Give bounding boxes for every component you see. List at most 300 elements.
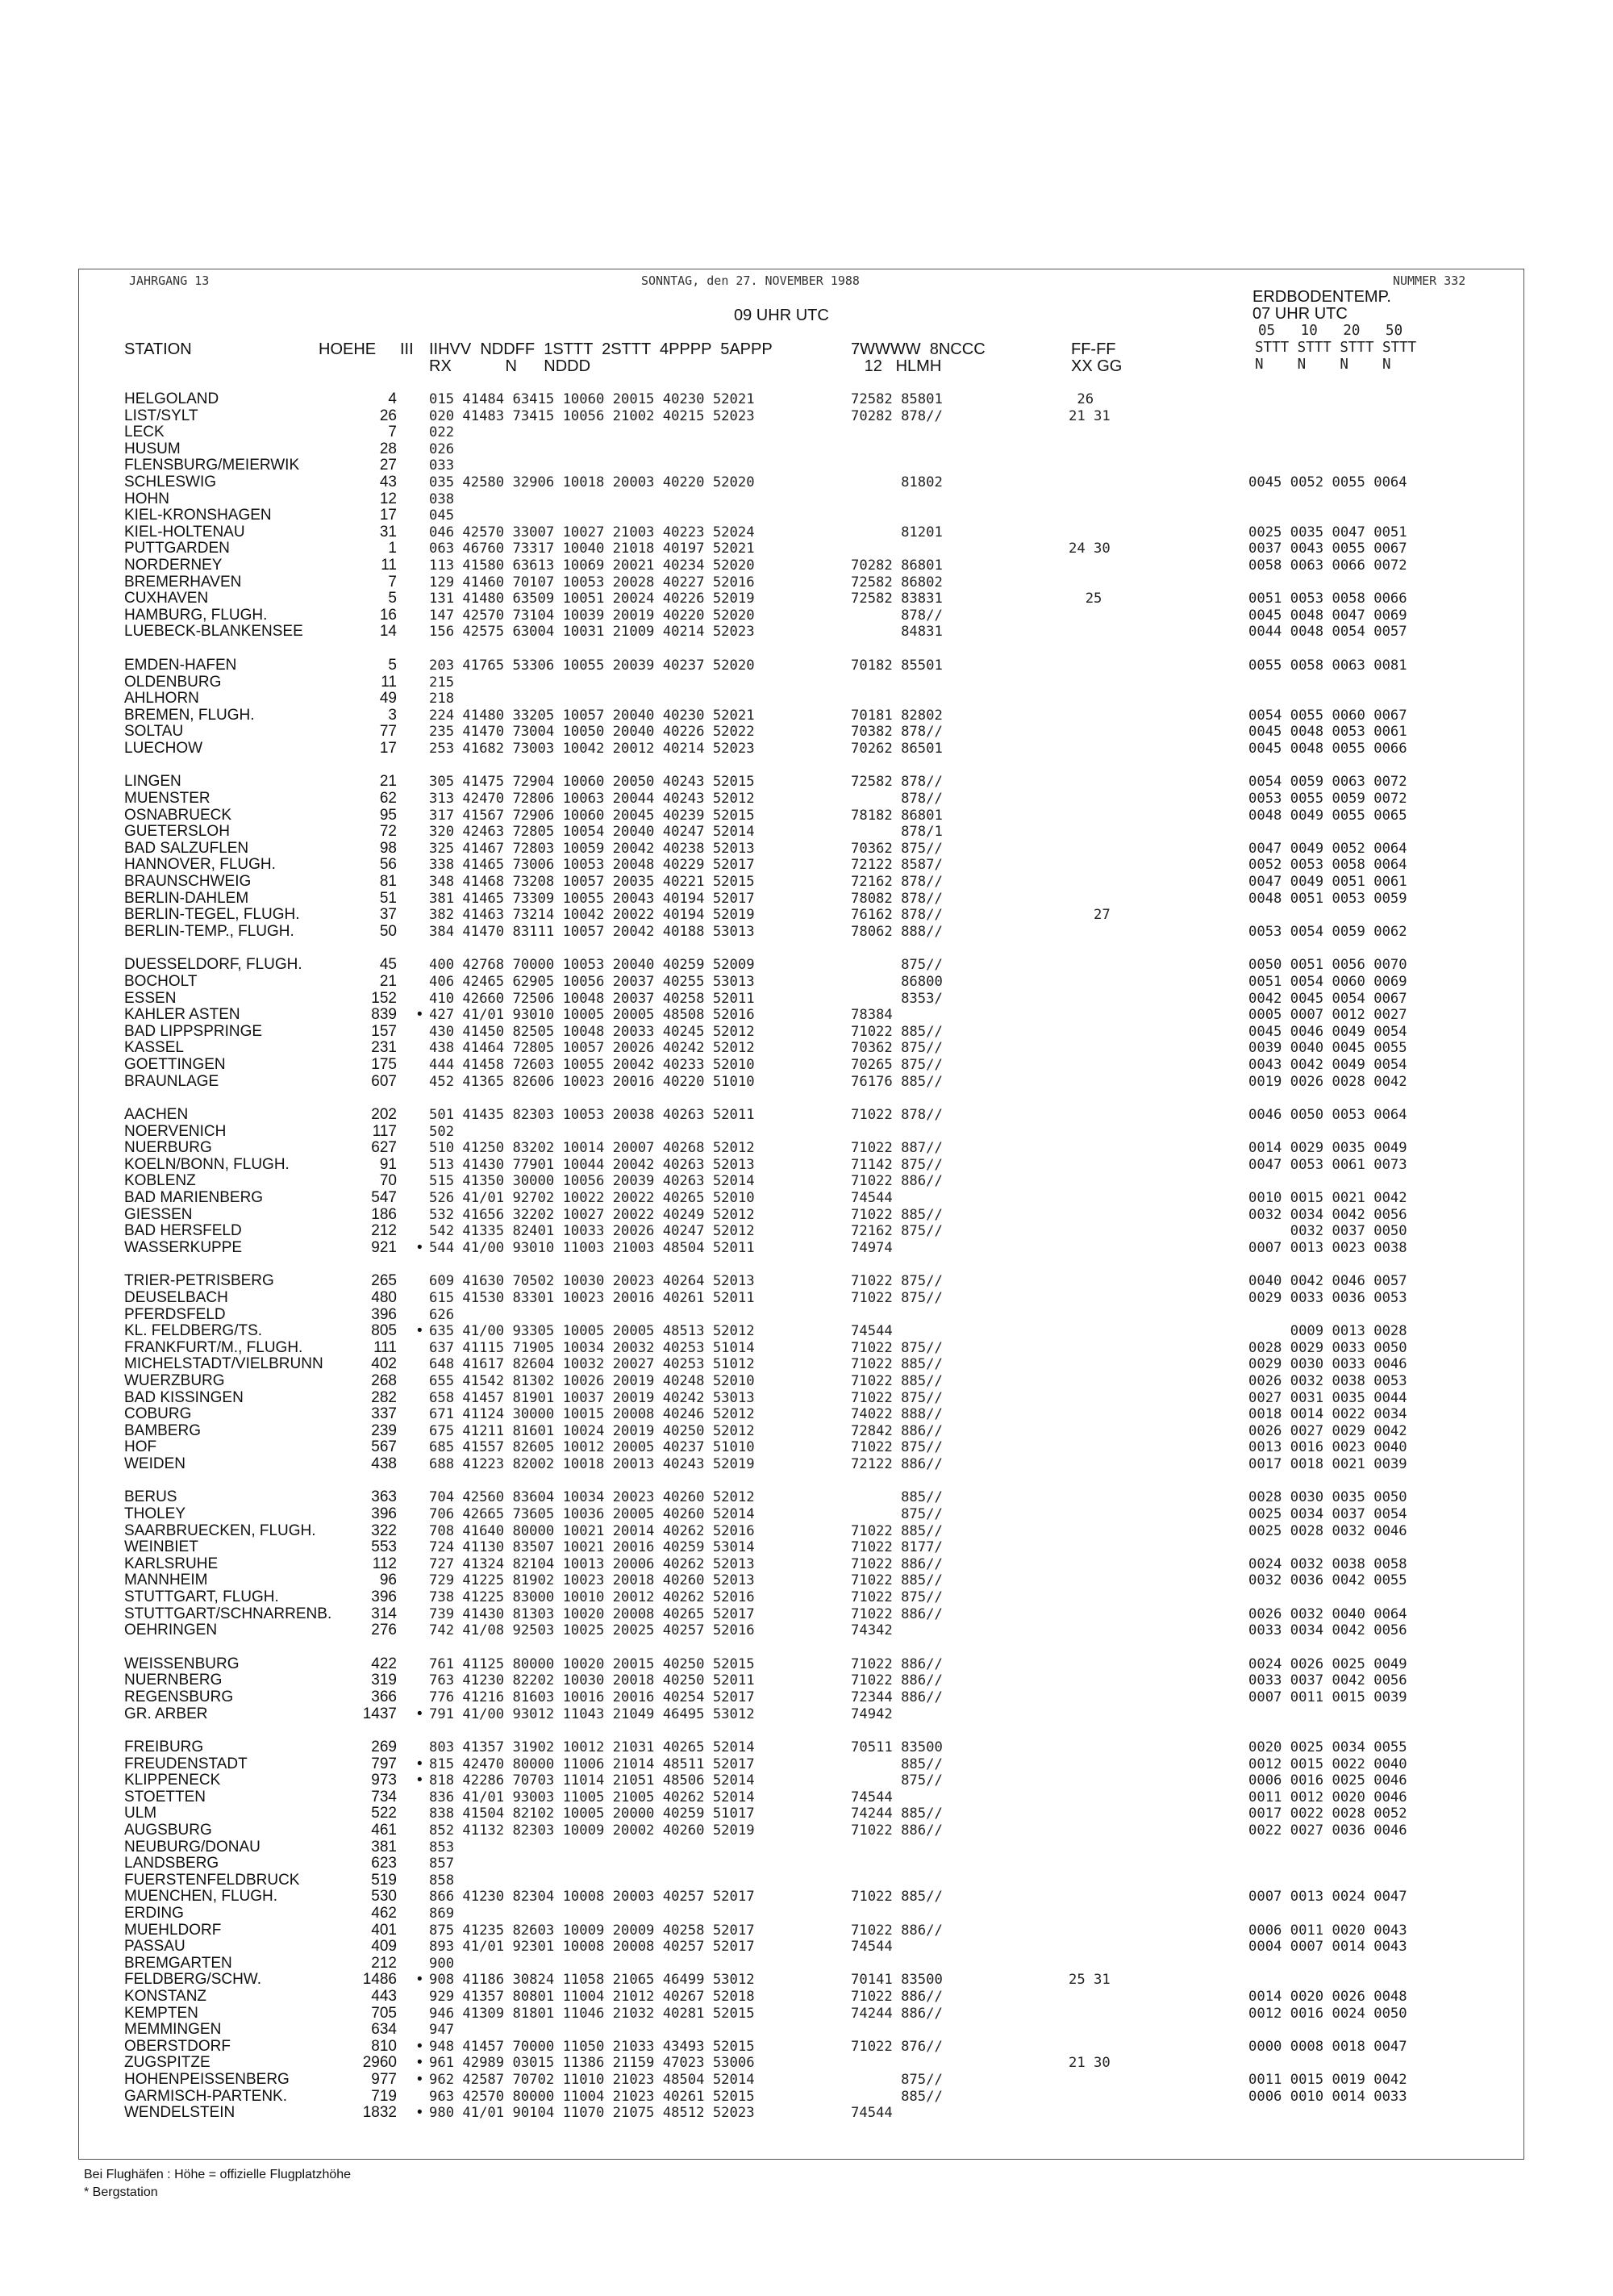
- synop-codes: 022: [429, 424, 455, 441]
- synop-codes: 015 41484 63415 10060 20015 40230 52021: [429, 391, 755, 407]
- station-name: SOLTAU: [124, 723, 184, 741]
- synop-codes: 685 41557 82605 10012 20005 40237 51010: [429, 1439, 755, 1456]
- soil-temps: 0028 0030 0035 0050: [1248, 1489, 1407, 1506]
- soil-temps: 0006 0016 0025 0046: [1248, 1772, 1407, 1789]
- soil-temp-title: ERDBODENTEMP.: [1252, 288, 1391, 306]
- soil-temps: 0045 0048 0053 0061: [1248, 724, 1407, 741]
- station-height: 363: [371, 1488, 397, 1506]
- weather-codes: 71022 8177/: [851, 1539, 943, 1556]
- mountain-station-marker: •: [417, 2104, 423, 2122]
- synop-codes: 382 41463 73214 10042 20022 40194 52019: [429, 907, 755, 924]
- station-name: LIST/SYLT: [124, 407, 198, 424]
- station-height: 734: [371, 1788, 397, 1805]
- station-height: 265: [371, 1272, 397, 1290]
- soil-temps: 0048 0049 0055 0065: [1248, 807, 1407, 824]
- synop-codes: 962 42587 70702 11010 21023 48504 52014: [429, 2072, 755, 2088]
- synop-codes: 706 42665 73605 10036 20005 40260 52014: [429, 1506, 755, 1522]
- synop-codes: 305 41475 72904 10060 20050 40243 52015: [429, 774, 755, 791]
- synop-codes: 338 41465 73006 10053 20048 40229 52017: [429, 857, 755, 874]
- soil-temps: 0047 0049 0051 0061: [1248, 874, 1407, 890]
- weather-codes: 74022 888//: [851, 1406, 943, 1423]
- station-height: 567: [371, 1438, 397, 1456]
- soil-temps: 0039 0040 0045 0055: [1248, 1040, 1407, 1057]
- soil-temp-depths: 05 10 20 50: [1258, 323, 1403, 339]
- synop-codes: 704 42560 83604 10034 20023 40260 52012: [429, 1489, 755, 1506]
- col-weather-sub: 12 HLMH: [851, 357, 942, 375]
- station-height: 212: [371, 1222, 397, 1240]
- soil-temps: 0026 0032 0040 0064: [1248, 1605, 1407, 1622]
- station-height: 973: [371, 1772, 397, 1789]
- station-height: 37: [379, 906, 397, 924]
- station-name: LUECHOW: [124, 739, 203, 757]
- station-name: MEMMINGEN: [124, 2021, 222, 2039]
- station-height: 3: [388, 706, 397, 724]
- station-height: 461: [371, 1822, 397, 1839]
- weather-codes: 78182 86801: [851, 807, 943, 824]
- col-codes: IIHVV NDDFF 1STTT 2STTT 4PPPP 5APPP: [429, 340, 773, 358]
- weather-codes: 885//: [851, 2088, 943, 2105]
- weather-codes: 71022 875//: [851, 1273, 943, 1290]
- col-wind-sub: XX GG: [1071, 357, 1123, 375]
- synop-codes: 045: [429, 507, 455, 524]
- weather-codes: 78082 878//: [851, 890, 943, 907]
- soil-temps: 0011 0012 0020 0046: [1248, 1789, 1407, 1805]
- mountain-station-marker: •: [417, 1971, 423, 1989]
- col-codes-sub: RX N NDDD: [429, 357, 591, 375]
- synop-codes: 852 41132 82303 10009 20002 40260 52019: [429, 1822, 755, 1839]
- station-height: 62: [379, 790, 397, 807]
- synop-codes: 836 41/01 93003 11005 21005 40262 52014: [429, 1789, 755, 1805]
- synop-codes: 526 41/01 92702 10022 20022 40265 52010: [429, 1190, 755, 1206]
- synop-codes: 866 41230 82304 10008 20003 40257 52017: [429, 1889, 755, 1906]
- soil-temps: 0025 0035 0047 0051: [1248, 524, 1407, 541]
- soil-temps: 0028 0029 0033 0050: [1248, 1339, 1407, 1356]
- synop-codes: 858: [429, 1872, 455, 1889]
- station-height: 4: [388, 390, 397, 407]
- station-height: 111: [373, 1338, 397, 1356]
- soil-temps: 0044 0048 0054 0057: [1248, 624, 1407, 641]
- station-height: 396: [371, 1305, 397, 1323]
- station-height: 422: [371, 1655, 397, 1672]
- weather-codes: 71022 875//: [851, 1439, 943, 1456]
- station-height: 21: [379, 972, 397, 990]
- weather-codes: 71142 875//: [851, 1156, 943, 1173]
- synop-codes: 658 41457 81901 10037 20019 40242 53013: [429, 1389, 755, 1406]
- weather-codes: 71022 875//: [851, 1339, 943, 1356]
- col-hoehe: HOEHE: [319, 340, 377, 358]
- station-height: 977: [371, 2071, 397, 2088]
- soil-temps: 0026 0027 0029 0042: [1248, 1422, 1407, 1439]
- station-height: 337: [371, 1405, 397, 1423]
- station-height: 7: [388, 424, 397, 441]
- station-height: 634: [371, 2021, 397, 2039]
- synop-codes: 542 41335 82401 10033 20026 40247 52012: [429, 1223, 755, 1240]
- station-height: 402: [371, 1355, 397, 1373]
- soil-temps: 0017 0022 0028 0052: [1248, 1805, 1407, 1822]
- station-height: 396: [371, 1588, 397, 1605]
- synop-codes: 218: [429, 691, 455, 708]
- synop-codes: 026: [429, 440, 455, 457]
- station-name: BAD HERSFELD: [124, 1222, 242, 1240]
- synop-codes: 224 41480 33205 10057 20040 40230 52021: [429, 707, 755, 724]
- synop-codes: 776 41216 81603 10016 20016 40254 52017: [429, 1689, 755, 1705]
- weather-codes: 78062 888//: [851, 923, 943, 940]
- synop-codes: 671 41124 30000 10015 20008 40246 52012: [429, 1406, 755, 1423]
- soil-temps: 0054 0059 0063 0072: [1248, 774, 1407, 791]
- station-name: ULM: [124, 1805, 157, 1822]
- wind-gust: 24 30: [1069, 541, 1111, 557]
- weather-codes: 74544: [851, 1323, 893, 1340]
- weather-codes: 70182 85501: [851, 657, 943, 674]
- station-name: KL. FELDBERG/TS.: [124, 1322, 263, 1340]
- station-height: 112: [372, 1555, 397, 1572]
- synop-codes: 147 42570 73104 10039 20019 40220 52020: [429, 607, 755, 624]
- synop-codes: 626: [429, 1306, 455, 1323]
- station-name: KONSTANZ: [124, 1988, 207, 2005]
- station-height: 17: [379, 739, 397, 757]
- station-height: 212: [371, 1954, 397, 1972]
- station-height: 11: [381, 673, 397, 691]
- soil-temps: 0024 0032 0038 0058: [1248, 1555, 1407, 1572]
- soil-temps: 0058 0063 0066 0072: [1248, 557, 1407, 574]
- synop-codes: 803 41357 31902 10012 21031 40265 52014: [429, 1739, 755, 1755]
- synop-codes: 609 41630 70502 10030 20023 40264 52013: [429, 1273, 755, 1290]
- soil-temps: 0053 0054 0059 0062: [1248, 923, 1407, 940]
- synop-codes: 325 41467 72803 10059 20042 40238 52013: [429, 840, 755, 857]
- weather-codes: 71022 878//: [851, 1107, 943, 1123]
- station-name: REGENSBURG: [124, 1688, 234, 1705]
- mountain-station-marker: •: [417, 2037, 423, 2055]
- station-height: 438: [371, 1455, 397, 1472]
- station-height: 91: [379, 1155, 397, 1173]
- soil-temps: 0040 0042 0046 0057: [1248, 1273, 1407, 1290]
- weather-codes: 70282 878//: [851, 407, 943, 424]
- station-name: BREMEN, FLUGH.: [124, 706, 255, 724]
- station-height: 51: [379, 889, 397, 907]
- synop-codes: 838 41504 82102 10005 20000 40259 51017: [429, 1805, 755, 1822]
- weather-codes: 71022 886//: [851, 1672, 943, 1689]
- synop-codes: 791 41/00 93012 11043 21049 46495 53012: [429, 1705, 755, 1722]
- synop-codes: 635 41/00 93305 10005 20005 48513 52012: [429, 1323, 755, 1340]
- weather-codes: 878/1: [851, 824, 943, 841]
- soil-temps: 0026 0032 0038 0053: [1248, 1372, 1407, 1389]
- station-height: 805: [371, 1322, 397, 1340]
- station-height: 797: [371, 1755, 397, 1772]
- soil-temps: 0046 0050 0053 0064: [1248, 1107, 1407, 1123]
- soil-temps: 0029 0033 0036 0053: [1248, 1289, 1407, 1306]
- soil-temps: 0004 0007 0014 0043: [1248, 1939, 1407, 1956]
- station-height: 810: [371, 2037, 397, 2055]
- soil-temps: 0045 0048 0047 0069: [1248, 607, 1407, 624]
- col-wind: FF-FF: [1071, 340, 1116, 358]
- weather-codes: 74544: [851, 1789, 893, 1805]
- station-name: HANNOVER, FLUGH.: [124, 856, 276, 874]
- weather-codes: 81802: [851, 474, 943, 491]
- station-height: 627: [371, 1139, 397, 1157]
- station-name: COBURG: [124, 1405, 192, 1423]
- weather-codes: 70382 878//: [851, 724, 943, 741]
- station-height: 27: [379, 457, 397, 474]
- station-name: STUTTGART/SCHNARRENB.: [124, 1605, 332, 1622]
- station-name: HOHENPEISSENBERG: [124, 2071, 290, 2088]
- synop-codes: 544 41/00 93010 11003 21003 48504 52011: [429, 1239, 755, 1256]
- mountain-station-marker: •: [417, 1322, 423, 1340]
- mountain-station-marker: •: [417, 1705, 423, 1722]
- station-name: KIEL-HOLTENAU: [124, 523, 245, 541]
- weather-codes: 71022 886//: [851, 1555, 943, 1572]
- station-height: 480: [371, 1288, 397, 1306]
- weather-codes: 74942: [851, 1705, 893, 1722]
- soil-temps: 0006 0010 0014 0033: [1248, 2088, 1407, 2105]
- station-name: BERLIN-DAHLEM: [124, 889, 249, 907]
- station-height: 231: [371, 1039, 397, 1057]
- synop-codes: 033: [429, 457, 455, 474]
- mountain-station-marker: •: [417, 2071, 423, 2088]
- station-name: MUENCHEN, FLUGH.: [124, 1888, 278, 1906]
- station-height: 5: [388, 656, 397, 674]
- station-height: 401: [371, 1921, 397, 1939]
- station-height: 95: [379, 806, 397, 824]
- station-name: SCHLESWIG: [124, 474, 217, 491]
- station-name: MUENSTER: [124, 790, 210, 807]
- station-name: NUERNBERG: [124, 1672, 223, 1689]
- station-name: GOETTINGEN: [124, 1055, 226, 1073]
- station-name: TRIER-PETRISBERG: [124, 1272, 274, 1290]
- soil-temps: 0007 0013 0023 0038: [1248, 1239, 1407, 1256]
- mountain-station-marker: •: [417, 1755, 423, 1772]
- weather-codes: 70511 83500: [851, 1739, 943, 1755]
- station-height: 443: [371, 1988, 397, 2005]
- soil-temps: 0032 0036 0042 0055: [1248, 1572, 1407, 1589]
- weather-codes: 71022 875//: [851, 1389, 943, 1406]
- station-name: BAD KISSINGEN: [124, 1388, 244, 1406]
- weather-codes: 71022 885//: [851, 1889, 943, 1906]
- obs-time: 09 UHR UTC: [734, 307, 829, 324]
- weather-codes: 74244 885//: [851, 1805, 943, 1822]
- weather-codes: 71022 886//: [851, 1605, 943, 1622]
- mountain-station-marker: •: [417, 1238, 423, 1256]
- mountain-station-marker: •: [417, 2054, 423, 2072]
- synop-codes: 131 41480 63509 10051 20024 40226 52019: [429, 591, 755, 607]
- station-height: 50: [379, 922, 397, 940]
- station-name: AUGSBURG: [124, 1822, 212, 1839]
- synop-codes: 063 46760 73317 10040 21018 40197 52021: [429, 541, 755, 557]
- station-height: 319: [371, 1672, 397, 1689]
- weather-codes: 71022 886//: [851, 1922, 943, 1939]
- synop-codes: 320 42463 72805 10054 20040 40247 52014: [429, 824, 755, 841]
- station-name: FREIBURG: [124, 1739, 204, 1755]
- station-height: 705: [371, 2004, 397, 2022]
- weather-codes: 72122 8587/: [851, 857, 943, 874]
- synop-codes: 235 41470 73004 10050 20040 40226 52022: [429, 724, 755, 741]
- wind-gust: 26: [1069, 391, 1094, 407]
- station-height: 16: [379, 606, 397, 624]
- synop-codes: 857: [429, 1856, 455, 1872]
- station-height: 269: [371, 1739, 397, 1755]
- synop-codes: 203 41765 53306 10055 20039 40237 52020: [429, 657, 755, 674]
- soil-temps: 0042 0045 0054 0067: [1248, 990, 1407, 1007]
- weather-codes: 72842 886//: [851, 1422, 943, 1439]
- station-name: FELDBERG/SCHW.: [124, 1971, 261, 1989]
- soil-temps: 0019 0026 0028 0042: [1248, 1073, 1407, 1090]
- synop-codes: 946 41309 81801 11046 21032 40281 52015: [429, 2005, 755, 2022]
- synop-codes: 113 41580 63613 10069 20021 40234 52020: [429, 557, 755, 574]
- synop-codes: 724 41130 83507 10021 20016 40259 53014: [429, 1539, 755, 1556]
- synop-codes: 313 42470 72806 10063 20044 40243 52012: [429, 791, 755, 807]
- weather-codes: 71022 885//: [851, 1206, 943, 1223]
- station-height: 72: [379, 823, 397, 841]
- weather-codes: 72582 83831: [851, 591, 943, 607]
- station-height: 276: [371, 1622, 397, 1639]
- weather-codes: 71022 875//: [851, 1589, 943, 1605]
- station-height: 45: [379, 956, 397, 974]
- station-name: NORDERNEY: [124, 557, 223, 574]
- synop-codes: 452 41365 82606 10023 20016 40220 51010: [429, 1073, 755, 1090]
- station-name: STOETTEN: [124, 1788, 206, 1805]
- station-name: KOBLENZ: [124, 1172, 196, 1190]
- col-block: III: [400, 340, 414, 358]
- station-name: KLIPPENECK: [124, 1772, 221, 1789]
- soil-temps: 0009 0013 0028: [1248, 1323, 1407, 1340]
- soil-temp-signs: N N N N: [1255, 357, 1391, 373]
- synop-codes: 510 41250 83202 10014 20007 40268 52012: [429, 1140, 755, 1157]
- station-name: LECK: [124, 424, 165, 441]
- weather-codes: 74974: [851, 1239, 893, 1256]
- synop-codes: 761 41125 80000 10020 20015 40250 52015: [429, 1655, 755, 1672]
- station-name: HUSUM: [124, 440, 181, 457]
- station-height: 1437: [362, 1705, 397, 1722]
- station-name: BAD MARIENBERG: [124, 1189, 264, 1206]
- station-name: OLDENBURG: [124, 673, 222, 691]
- station-name: WEINBIET: [124, 1538, 198, 1556]
- station-height: 12: [379, 490, 397, 507]
- soil-temps: 0020 0025 0034 0055: [1248, 1739, 1407, 1755]
- synop-codes: 738 41225 83000 10010 20012 40262 52016: [429, 1589, 755, 1605]
- weather-codes: 70265 875//: [851, 1056, 943, 1073]
- station-name: HOF: [124, 1438, 157, 1456]
- station-height: 11: [381, 557, 397, 574]
- weather-codes: 875//: [851, 1506, 943, 1522]
- soil-temps: 0025 0028 0032 0046: [1248, 1522, 1407, 1539]
- station-height: 5: [388, 590, 397, 607]
- station-name: LUEBECK-BLANKENSEE: [124, 623, 303, 641]
- station-name: FUERSTENFELDBRUCK: [124, 1871, 300, 1889]
- soil-temps: 0017 0018 0021 0039: [1248, 1455, 1407, 1472]
- date-label: SONNTAG, den 27. NOVEMBER 1988: [641, 273, 860, 288]
- synop-codes: 963 42570 80000 11004 21023 40261 52015: [429, 2088, 755, 2105]
- synop-codes: 908 41186 30824 11058 21065 46499 53012: [429, 1972, 755, 1989]
- station-name: THOLEY: [124, 1505, 186, 1522]
- station-name: MUEHLDORF: [124, 1921, 222, 1939]
- station-height: 239: [371, 1421, 397, 1439]
- weather-codes: 71022 887//: [851, 1140, 943, 1157]
- station-height: 49: [379, 690, 397, 708]
- col-station: STATION: [124, 340, 192, 358]
- weather-codes: 74244 886//: [851, 2005, 943, 2022]
- station-height: 1832: [362, 2104, 397, 2122]
- synop-codes: 675 41211 81601 10024 20019 40250 52012: [429, 1422, 755, 1439]
- synop-codes: 739 41430 81303 10020 20008 40265 52017: [429, 1605, 755, 1622]
- synop-codes: 961 42989 03015 11386 21159 47023 53006: [429, 2055, 755, 2072]
- soil-temps: 0010 0015 0021 0042: [1248, 1190, 1407, 1206]
- weather-codes: 81201: [851, 524, 943, 541]
- weather-codes: 78384: [851, 1007, 893, 1024]
- station-name: BREMERHAVEN: [124, 573, 242, 591]
- station-height: 522: [371, 1805, 397, 1822]
- station-name: BAMBERG: [124, 1421, 202, 1439]
- station-name: BRAUNLAGE: [124, 1072, 219, 1090]
- station-name: WASSERKUPPE: [124, 1238, 243, 1256]
- synop-codes: 532 41656 32202 10027 20022 40249 52012: [429, 1206, 755, 1223]
- station-height: 921: [371, 1238, 397, 1256]
- station-height: 396: [371, 1505, 397, 1522]
- weather-codes: 878//: [851, 607, 943, 624]
- synop-codes: 038: [429, 491, 455, 507]
- synop-codes: 729 41225 81902 10023 20018 40260 52013: [429, 1572, 755, 1589]
- station-name: DUESSELDORF, FLUGH.: [124, 956, 302, 974]
- station-height: 2960: [362, 2054, 397, 2072]
- weather-codes: 74342: [851, 1622, 893, 1639]
- station-height: 186: [371, 1205, 397, 1223]
- station-name: CUXHAVEN: [124, 590, 209, 607]
- synop-codes: 410 42660 72506 10048 20037 40258 52011: [429, 990, 755, 1007]
- col-weather: 7WWWW 8NCCC: [851, 340, 986, 358]
- station-height: 43: [379, 474, 397, 491]
- station-height: 152: [371, 989, 397, 1007]
- mountain-station-marker: •: [417, 1006, 423, 1024]
- synop-codes: 929 41357 80801 11004 21012 40267 52018: [429, 1989, 755, 2005]
- station-height: 17: [379, 507, 397, 524]
- station-height: 409: [371, 1938, 397, 1956]
- station-height: 175: [371, 1055, 397, 1073]
- soil-temps: 0029 0030 0033 0046: [1248, 1356, 1407, 1373]
- weather-codes: 878//: [851, 791, 943, 807]
- station-height: 77: [379, 723, 397, 741]
- weather-codes: 86800: [851, 973, 943, 990]
- soil-temps: 0051 0054 0060 0069: [1248, 973, 1407, 990]
- station-name: BAD SALZUFLEN: [124, 839, 249, 857]
- weather-codes: 71022 885//: [851, 1572, 943, 1589]
- station-name: MICHELSTADT/VIELBRUNN: [124, 1355, 323, 1373]
- station-height: 314: [371, 1605, 397, 1622]
- synop-codes: 637 41115 71905 10034 20032 40253 51014: [429, 1339, 755, 1356]
- synop-codes: 853: [429, 1839, 455, 1856]
- station-name: BOCHOLT: [124, 972, 198, 990]
- weather-codes: 8353/: [851, 990, 943, 1007]
- station-height: 28: [379, 440, 397, 457]
- station-height: 366: [371, 1688, 397, 1705]
- station-name: GUETERSLOH: [124, 823, 230, 841]
- wind-gust: 25: [1069, 591, 1102, 607]
- station-name: ESSEN: [124, 989, 177, 1007]
- synop-codes: 046 42570 33007 10027 21003 40223 52024: [429, 524, 755, 541]
- synop-codes: 815 42470 80000 11006 21014 48511 52017: [429, 1755, 755, 1772]
- station-height: 70: [379, 1172, 397, 1190]
- soil-temps: 0033 0037 0042 0056: [1248, 1672, 1407, 1689]
- soil-temps: 0006 0011 0020 0043: [1248, 1922, 1407, 1939]
- station-name: OSNABRUECK: [124, 806, 232, 824]
- soil-temps: 0048 0051 0053 0059: [1248, 890, 1407, 907]
- station-name: KAHLER ASTEN: [124, 1006, 240, 1024]
- wind-gust: 21 30: [1069, 2055, 1111, 2072]
- station-name: OEHRINGEN: [124, 1622, 218, 1639]
- synop-codes: 655 41542 81302 10026 20019 40248 52010: [429, 1372, 755, 1389]
- weather-codes: 875//: [851, 2072, 943, 2088]
- volume-label: JAHRGANG 13: [129, 273, 210, 288]
- station-name: KOELN/BONN, FLUGH.: [124, 1155, 290, 1173]
- soil-temps: 0033 0034 0042 0056: [1248, 1622, 1407, 1639]
- station-height: 547: [371, 1189, 397, 1206]
